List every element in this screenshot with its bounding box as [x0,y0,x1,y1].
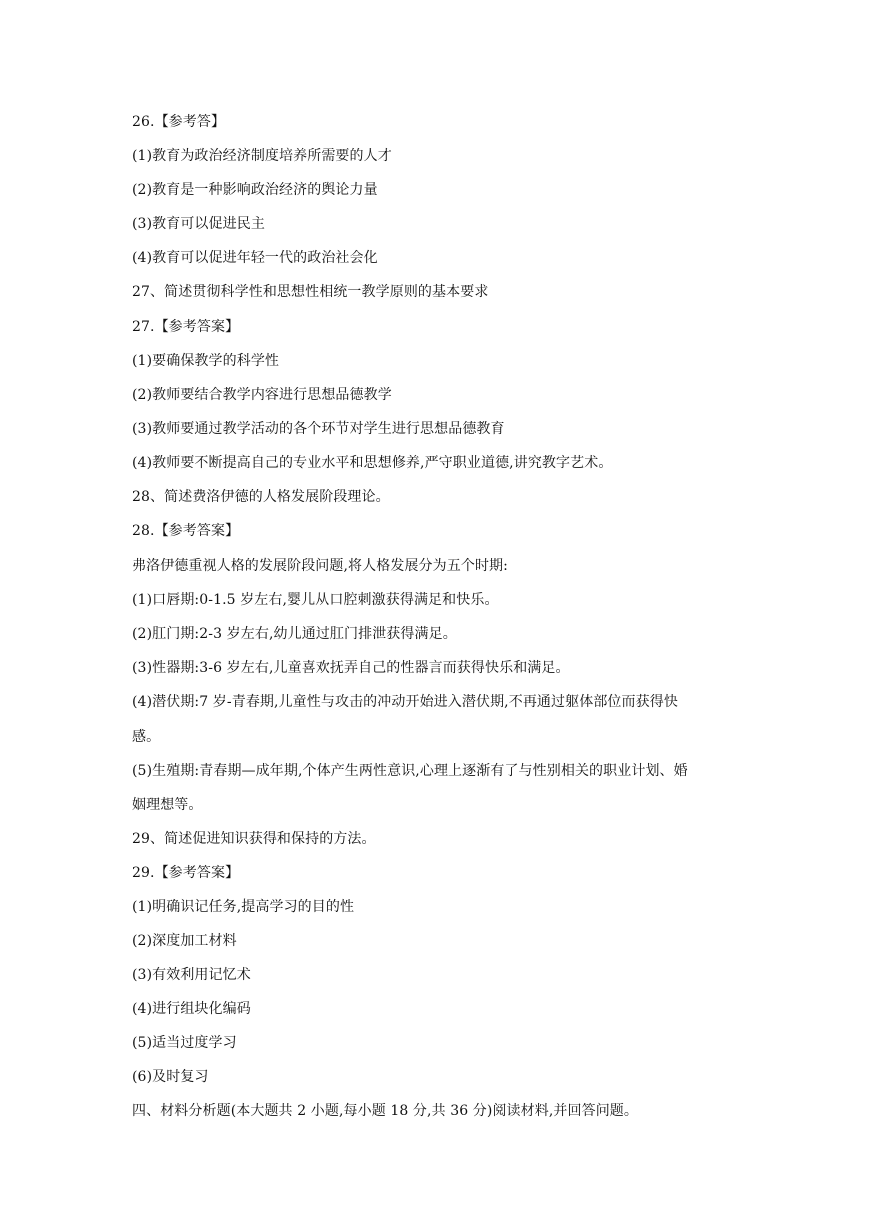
q28-answer-item-2: (2)肛门期:2-3 岁左右,幼儿通过肛门排泄获得满足。 [132,626,457,642]
q29-answer-item-3: (3)有效利用记忆术 [132,967,251,983]
q29-answer-item-4: (4)进行组块化编码 [132,1001,251,1017]
q28-answer-item-5-continued: 姻理想等。 [132,797,203,813]
q28-answer-item-4: (4)潜伏期:7 岁-青春期,儿童性与攻击的冲动开始进入潜伏期,不再通过躯体部位而获得快 [132,694,678,710]
q27-answer-item-3: (3)教师要通过教学活动的各个环节对学生进行思想品德教育 [132,421,505,437]
q27-answer-item-1: (1)要确保教学的科学性 [132,353,280,369]
q26-answer-item-4: (4)教育可以促进年轻一代的政治社会化 [132,250,378,266]
q29-answer-item-1: (1)明确识记任务,提高学习的目的性 [132,899,355,915]
q27-answer-heading: 27.【参考答案】 [132,319,240,335]
q29-question: 29、简述促进知识获得和保持的方法。 [132,831,376,847]
q26-answer-item-3: (3)教育可以促进民主 [132,216,265,232]
q28-answer-heading: 28.【参考答案】 [132,523,240,539]
q27-answer-item-4: (4)教师要不断提高自己的专业水平和思想修养,严守职业道德,讲究教字艺术。 [132,455,613,471]
q29-answer-item-5: (5)适当过度学习 [132,1035,237,1051]
q28-question: 28、简述费洛伊德的人格发展阶段理论。 [132,489,390,505]
section-four-heading: 四、材料分析题(本大题共 2 小题,每小题 18 分,共 36 分)阅读材料,并回答问题。 [132,1103,639,1119]
q26-answer-item-1: (1)教育为政治经济制度培养所需要的人才 [132,148,392,164]
q28-answer-item-1: (1)口唇期:0-1.5 岁左右,婴儿从口腔刺激获得满足和快乐。 [132,592,499,608]
q29-answer-item-6: (6)及时复习 [132,1069,209,1085]
q28-answer-item-4-continued: 感。 [132,729,161,745]
q29-answer-heading: 29.【参考答案】 [132,865,240,881]
q28-answer-item-3: (3)性器期:3-6 岁左右,儿童喜欢抚弄自己的性器言而获得快乐和满足。 [132,660,570,676]
q27-question: 27、简述贯彻科学性和思想性相统一教学原则的基本要求 [132,284,489,300]
q27-answer-item-2: (2)教师要结合教学内容进行思想品德教学 [132,387,392,403]
q29-answer-item-2: (2)深度加工材料 [132,933,237,949]
q28-answer-item-5: (5)生殖期:青春期—成年期,个体产生两性意识,心理上逐渐有了与性别相关的职业计划、婚 [132,763,688,779]
q28-answer-intro: 弗洛伊德重视人格的发展阶段问题,将人格发展分为五个时期: [132,558,508,574]
q26-answer-item-2: (2)教育是一种影响政治经济的舆论力量 [132,182,378,198]
q26-answer-heading: 26.【参考答】 [132,114,226,130]
